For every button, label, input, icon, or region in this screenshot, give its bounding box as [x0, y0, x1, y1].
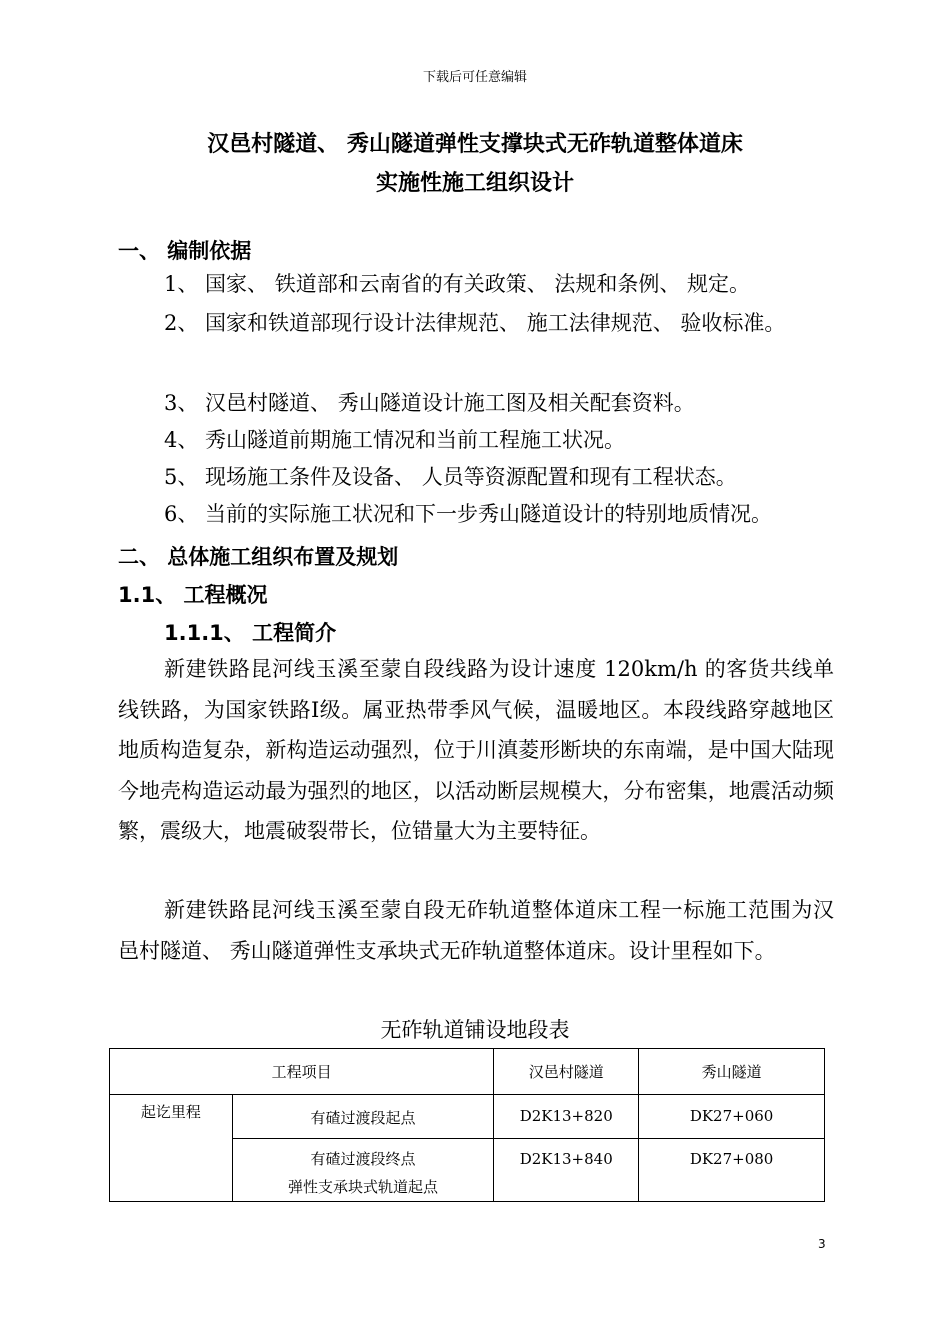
basis-item-6: 6、 当前的实际施工状况和下一步秀山隧道设计的特别地质情况。: [164, 502, 773, 526]
section1-heading: 一、 编制依据: [118, 239, 252, 263]
subsubsection-heading: 1.1.1、 工程简介: [164, 621, 337, 645]
header-col2-cell: 秀山隧道: [639, 1049, 825, 1095]
row2-col1-cell: D2K13+840: [494, 1139, 639, 1202]
basis-item-2: 2、 国家和铁道部现行设计法律规范、 施工法律规范、 验收标准。: [164, 311, 786, 335]
group-label-cell: 起讫里程: [110, 1095, 233, 1202]
header-note: 下载后可任意编辑: [422, 70, 527, 85]
row2-label-line1: 有碴过渡段终点: [310, 1150, 416, 1168]
segment-table: [109, 1048, 825, 1202]
subsection-heading: 1.1、 工程概况: [118, 583, 268, 607]
row2-label-line2: 弹性支承块式轨道起点: [288, 1178, 439, 1196]
basis-item-4: 4、 秀山隧道前期施工情况和当前工程施工状况。: [164, 428, 626, 452]
row1-label-cell: 有碴过渡段起点: [232, 1095, 494, 1139]
section2-heading: 二、 总体施工组织布置及规划: [118, 545, 399, 569]
row1-col2-cell: DK27+060: [639, 1095, 825, 1139]
document-title-line1: 汉邑村隧道、 秀山隧道弹性支撑块式无砟轨道整体道床: [207, 132, 743, 157]
table-caption: 无砟轨道铺设地段表: [380, 1018, 570, 1042]
basis-item-5: 5、 现场施工条件及设备、 人员等资源配置和现有工程状态。: [164, 465, 737, 489]
document-title-line2: 实施性施工组织设计: [375, 171, 574, 196]
row2-label-cell: [232, 1139, 494, 1202]
page-number: 3: [818, 1237, 826, 1251]
table-header-row: [110, 1049, 825, 1095]
table-row: [110, 1095, 825, 1139]
project-intro-paragraph: 新建铁路昆河线玉溪至蒙自段线路为设计速度 120km/h 的客货共线单线铁路，为国家铁路Ⅰ级。属亚热带季风气候，温暖地区。本段线路穿越地区地质构造复杂，新构造运动强烈，位于川滇菱形断块的东南端，是中国大陆现今地壳构造运动最为强烈的地区，以活动断层规模大，分布密集，地震活动频繁，震级大，地震破裂带长，位错量大为主要特征。: [118, 657, 834, 844]
basis-item-3: 3、 汉邑村隧道、 秀山隧道设计施工图及相关配套资料。: [164, 391, 695, 415]
header-item-cell: 工程项目: [110, 1049, 494, 1095]
row2-col2-cell: DK27+080: [639, 1139, 825, 1202]
row1-col1-cell: D2K13+820: [494, 1095, 639, 1139]
project-scope-paragraph: 新建铁路昆河线玉溪至蒙自段无砟轨道整体道床工程一标施工范围为汉邑村隧道、 秀山隧道弹性支承块式无砟轨道整体道床。设计里程如下。: [118, 898, 834, 963]
header-col1-cell: 汉邑村隧道: [494, 1049, 639, 1095]
basis-item-1: 1、 国家、 铁道部和云南省的有关政策、 法规和条例、 规定。: [164, 272, 751, 296]
